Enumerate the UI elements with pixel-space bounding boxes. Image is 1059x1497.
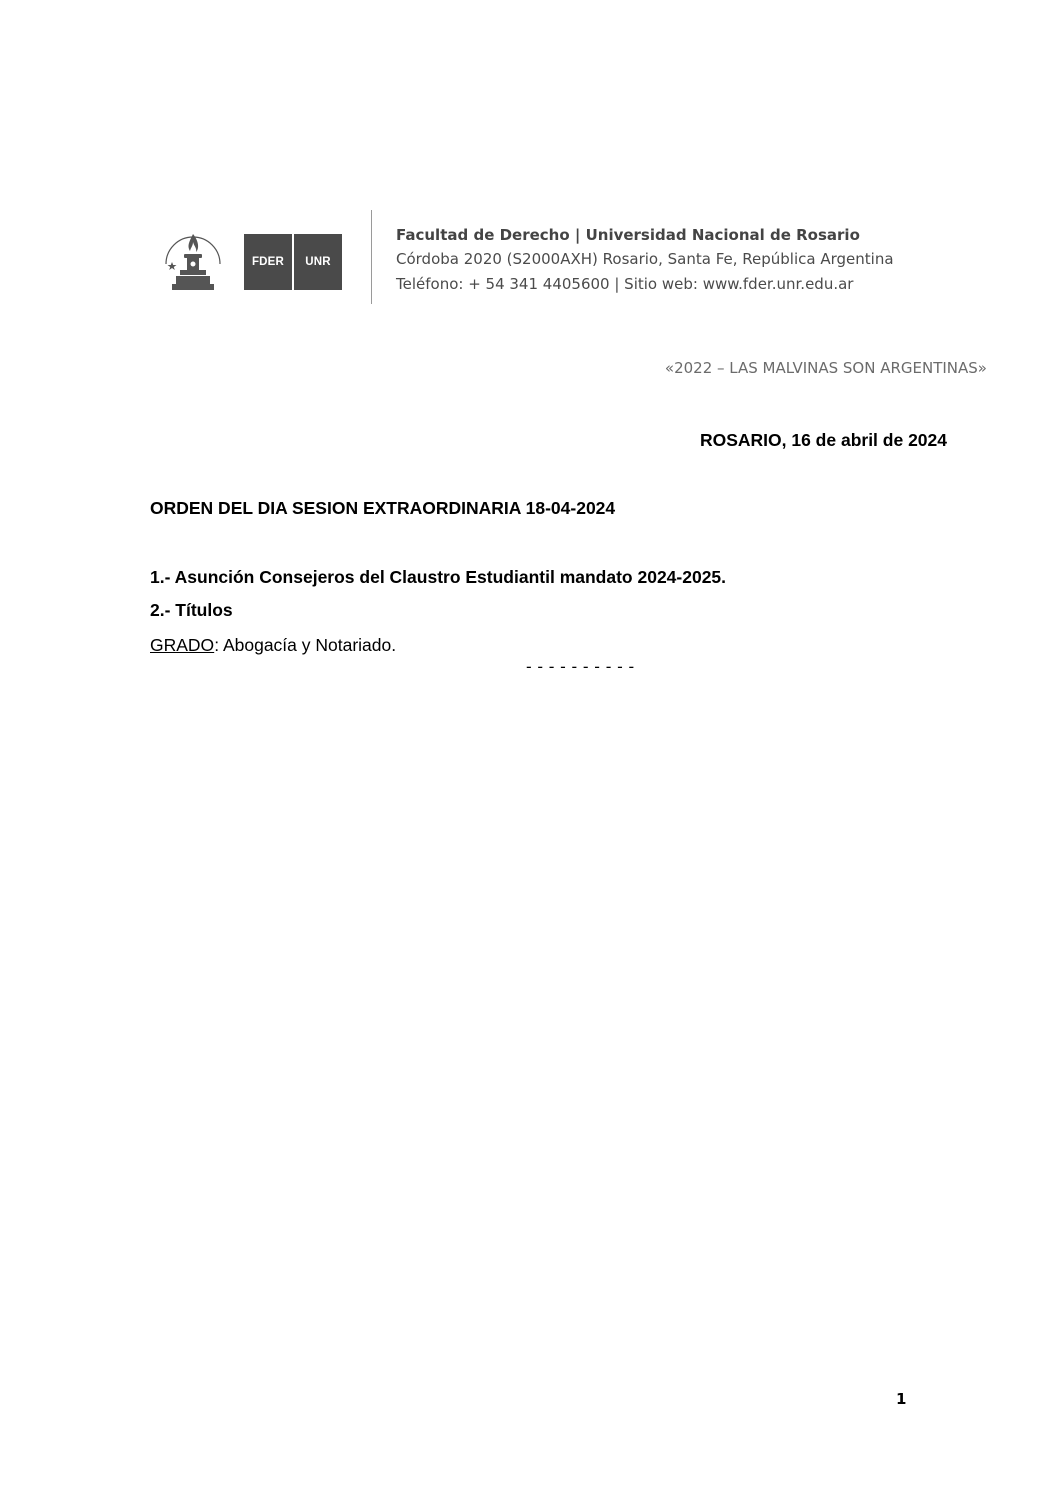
grado-label: GRADO: [150, 635, 215, 655]
fder-logo: [244, 234, 292, 290]
faculty-title: Facultad de Derecho | Universidad Nacional de Rosario: [396, 226, 860, 244]
unr-logo: [294, 234, 342, 290]
university-seal-icon: [160, 220, 226, 300]
faculty-contact: Teléfono: + 54 341 4405600 | Sitio web: www.fder.unr.edu.ar: [396, 275, 854, 293]
grado-text: : Abogacía y Notariado.: [214, 635, 397, 655]
agenda-item-1: 1.- Asunción Consejeros del Claustro Estudiantil mandato 2024-2025.: [150, 567, 727, 587]
document-title: ORDEN DEL DIA SESION EXTRAORDINARIA 18-04-2024: [150, 498, 616, 518]
faculty-address: Córdoba 2020 (S2000AXH) Rosario, Santa Fe, República Argentina: [396, 250, 894, 268]
agenda-item-2: 2.- Títulos: [150, 600, 233, 620]
unr-logo-label: UNR: [305, 256, 331, 268]
dashed-separator: - - - - - - - - - -: [526, 657, 635, 676]
letterhead-divider: [371, 210, 372, 304]
agenda-grado-line: [150, 635, 396, 656]
page-number: 1: [896, 1390, 907, 1408]
date-line: ROSARIO, 16 de abril de 2024: [699, 430, 947, 450]
fder-logo-label: FDER: [251, 256, 285, 268]
motto: «2022 – LAS MALVINAS SON ARGENTINAS»: [664, 359, 987, 377]
letterhead: [160, 210, 920, 306]
